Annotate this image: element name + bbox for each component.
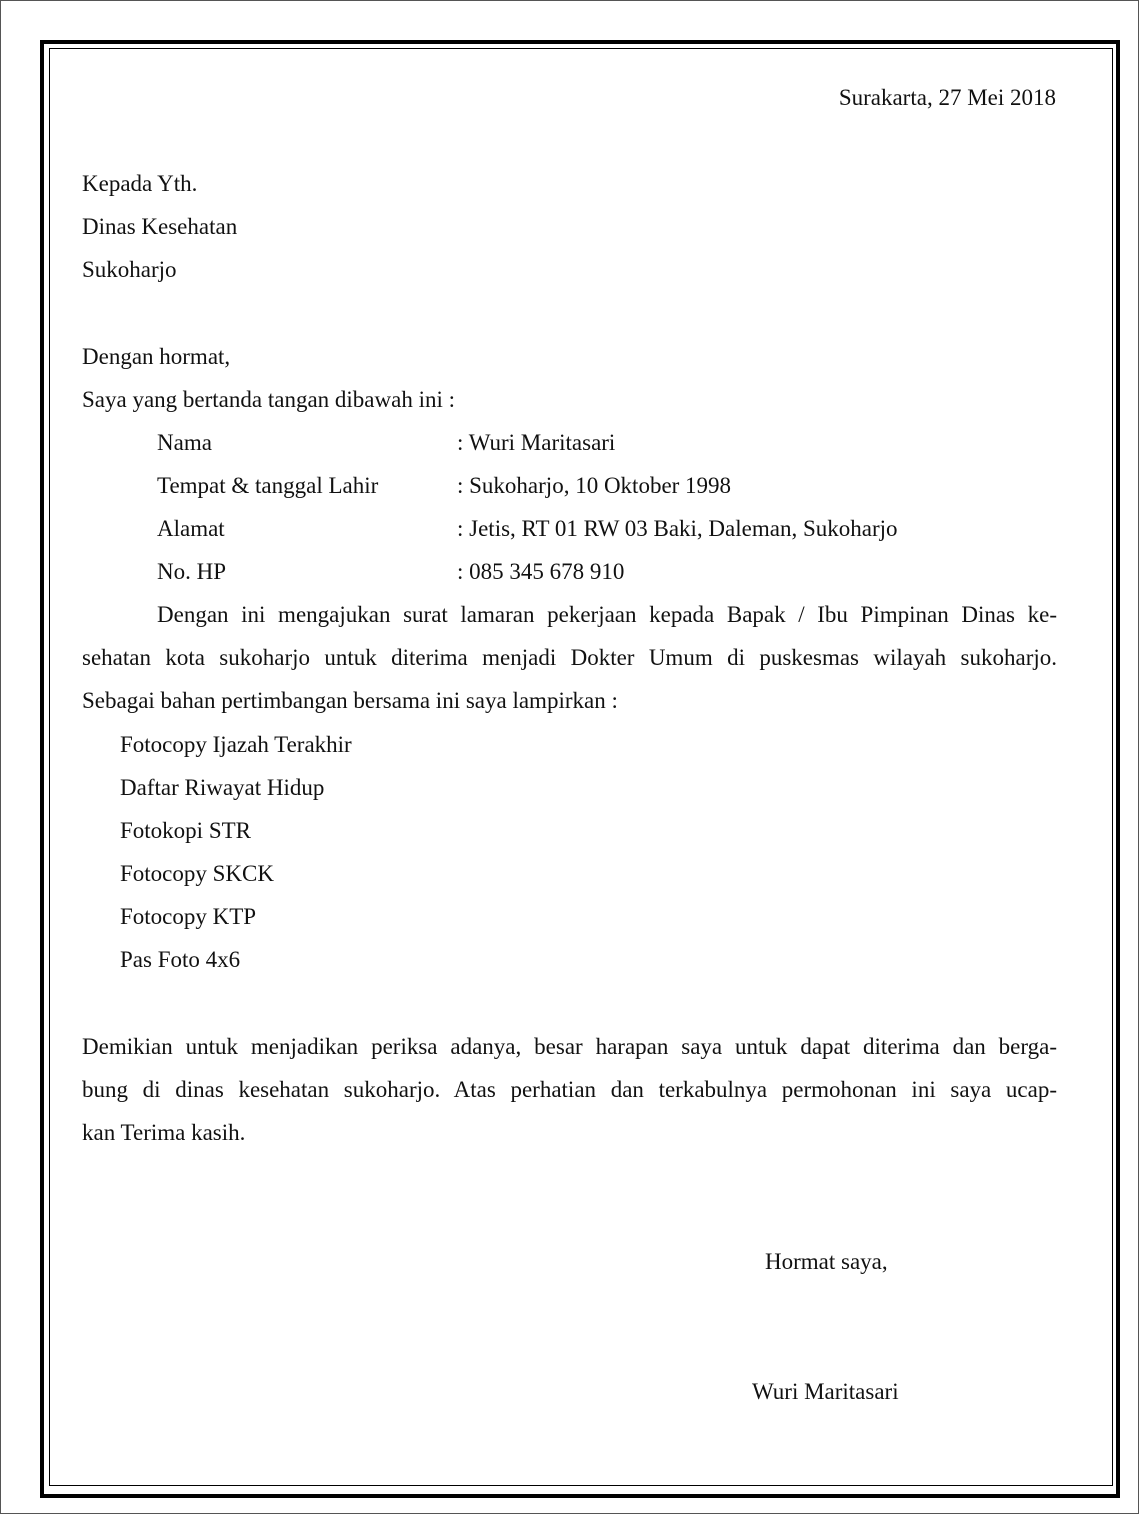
signatory-name: Wuri Maritasari (752, 1379, 899, 1404)
identity-value: : 085 345 678 910 (457, 559, 625, 584)
inner-border-frame (49, 48, 1113, 1486)
body-paragraph (82, 593, 1057, 722)
attachment-item: Fotocopy KTP (120, 904, 257, 929)
body-line: Sebagai bahan pertimbangan bersama ini saya lampirkan : (82, 688, 618, 713)
attachment-item: Fotocopy SKCK (120, 861, 274, 886)
attachment-item: Fotokopi STR (120, 818, 252, 843)
body-line: Dengan ini mengajukan surat lamaran pekerjaan kepada Bapak / Ibu Pimpinan Dinas ke- (157, 602, 1057, 627)
place-date: Surakarta, 27 Mei 2018 (838, 85, 1056, 110)
recipient-line-2: Dinas Kesehatan (82, 214, 238, 239)
identity-label: Tempat & tanggal Lahir (157, 473, 379, 498)
salutation: Dengan hormat, (82, 344, 231, 369)
attachment-item: Fotocopy Ijazah Terakhir (120, 732, 352, 757)
closing-line: bung di dinas kesehatan sukoharjo. Atas perhatian dan terkabulnya permohonan ini saya ucap- (82, 1077, 1057, 1102)
identity-value: : Sukoharjo, 10 Oktober 1998 (457, 473, 732, 498)
identity-value: : Jetis, RT 01 RW 03 Baki, Daleman, Sukoharjo (457, 516, 898, 541)
closing-paragraph (82, 1025, 1057, 1154)
body-line: sehatan kota sukoharjo untuk diterima menjadi Dokter Umum di puskesmas wilayah sukoharjo. (82, 645, 1057, 670)
intro-line: Saya yang bertanda tangan dibawah ini : (82, 387, 455, 412)
identity-value: : Wuri Maritasari (457, 430, 616, 455)
closing-line: kan Terima kasih. (82, 1120, 246, 1145)
regards: Hormat saya, (765, 1249, 888, 1274)
recipient-line-1: Kepada Yth. (82, 171, 198, 196)
attachment-item: Pas Foto 4x6 (120, 947, 241, 972)
recipient-line-3: Sukoharjo (82, 257, 177, 282)
attachment-item: Daftar Riwayat Hidup (120, 775, 325, 800)
closing-line: Demikian untuk menjadikan periksa adanya, besar harapan saya untuk dapat diterima dan berga- (82, 1034, 1057, 1059)
identity-label: No. HP (157, 559, 227, 584)
identity-label: Nama (157, 430, 212, 455)
identity-label: Alamat (157, 516, 225, 541)
